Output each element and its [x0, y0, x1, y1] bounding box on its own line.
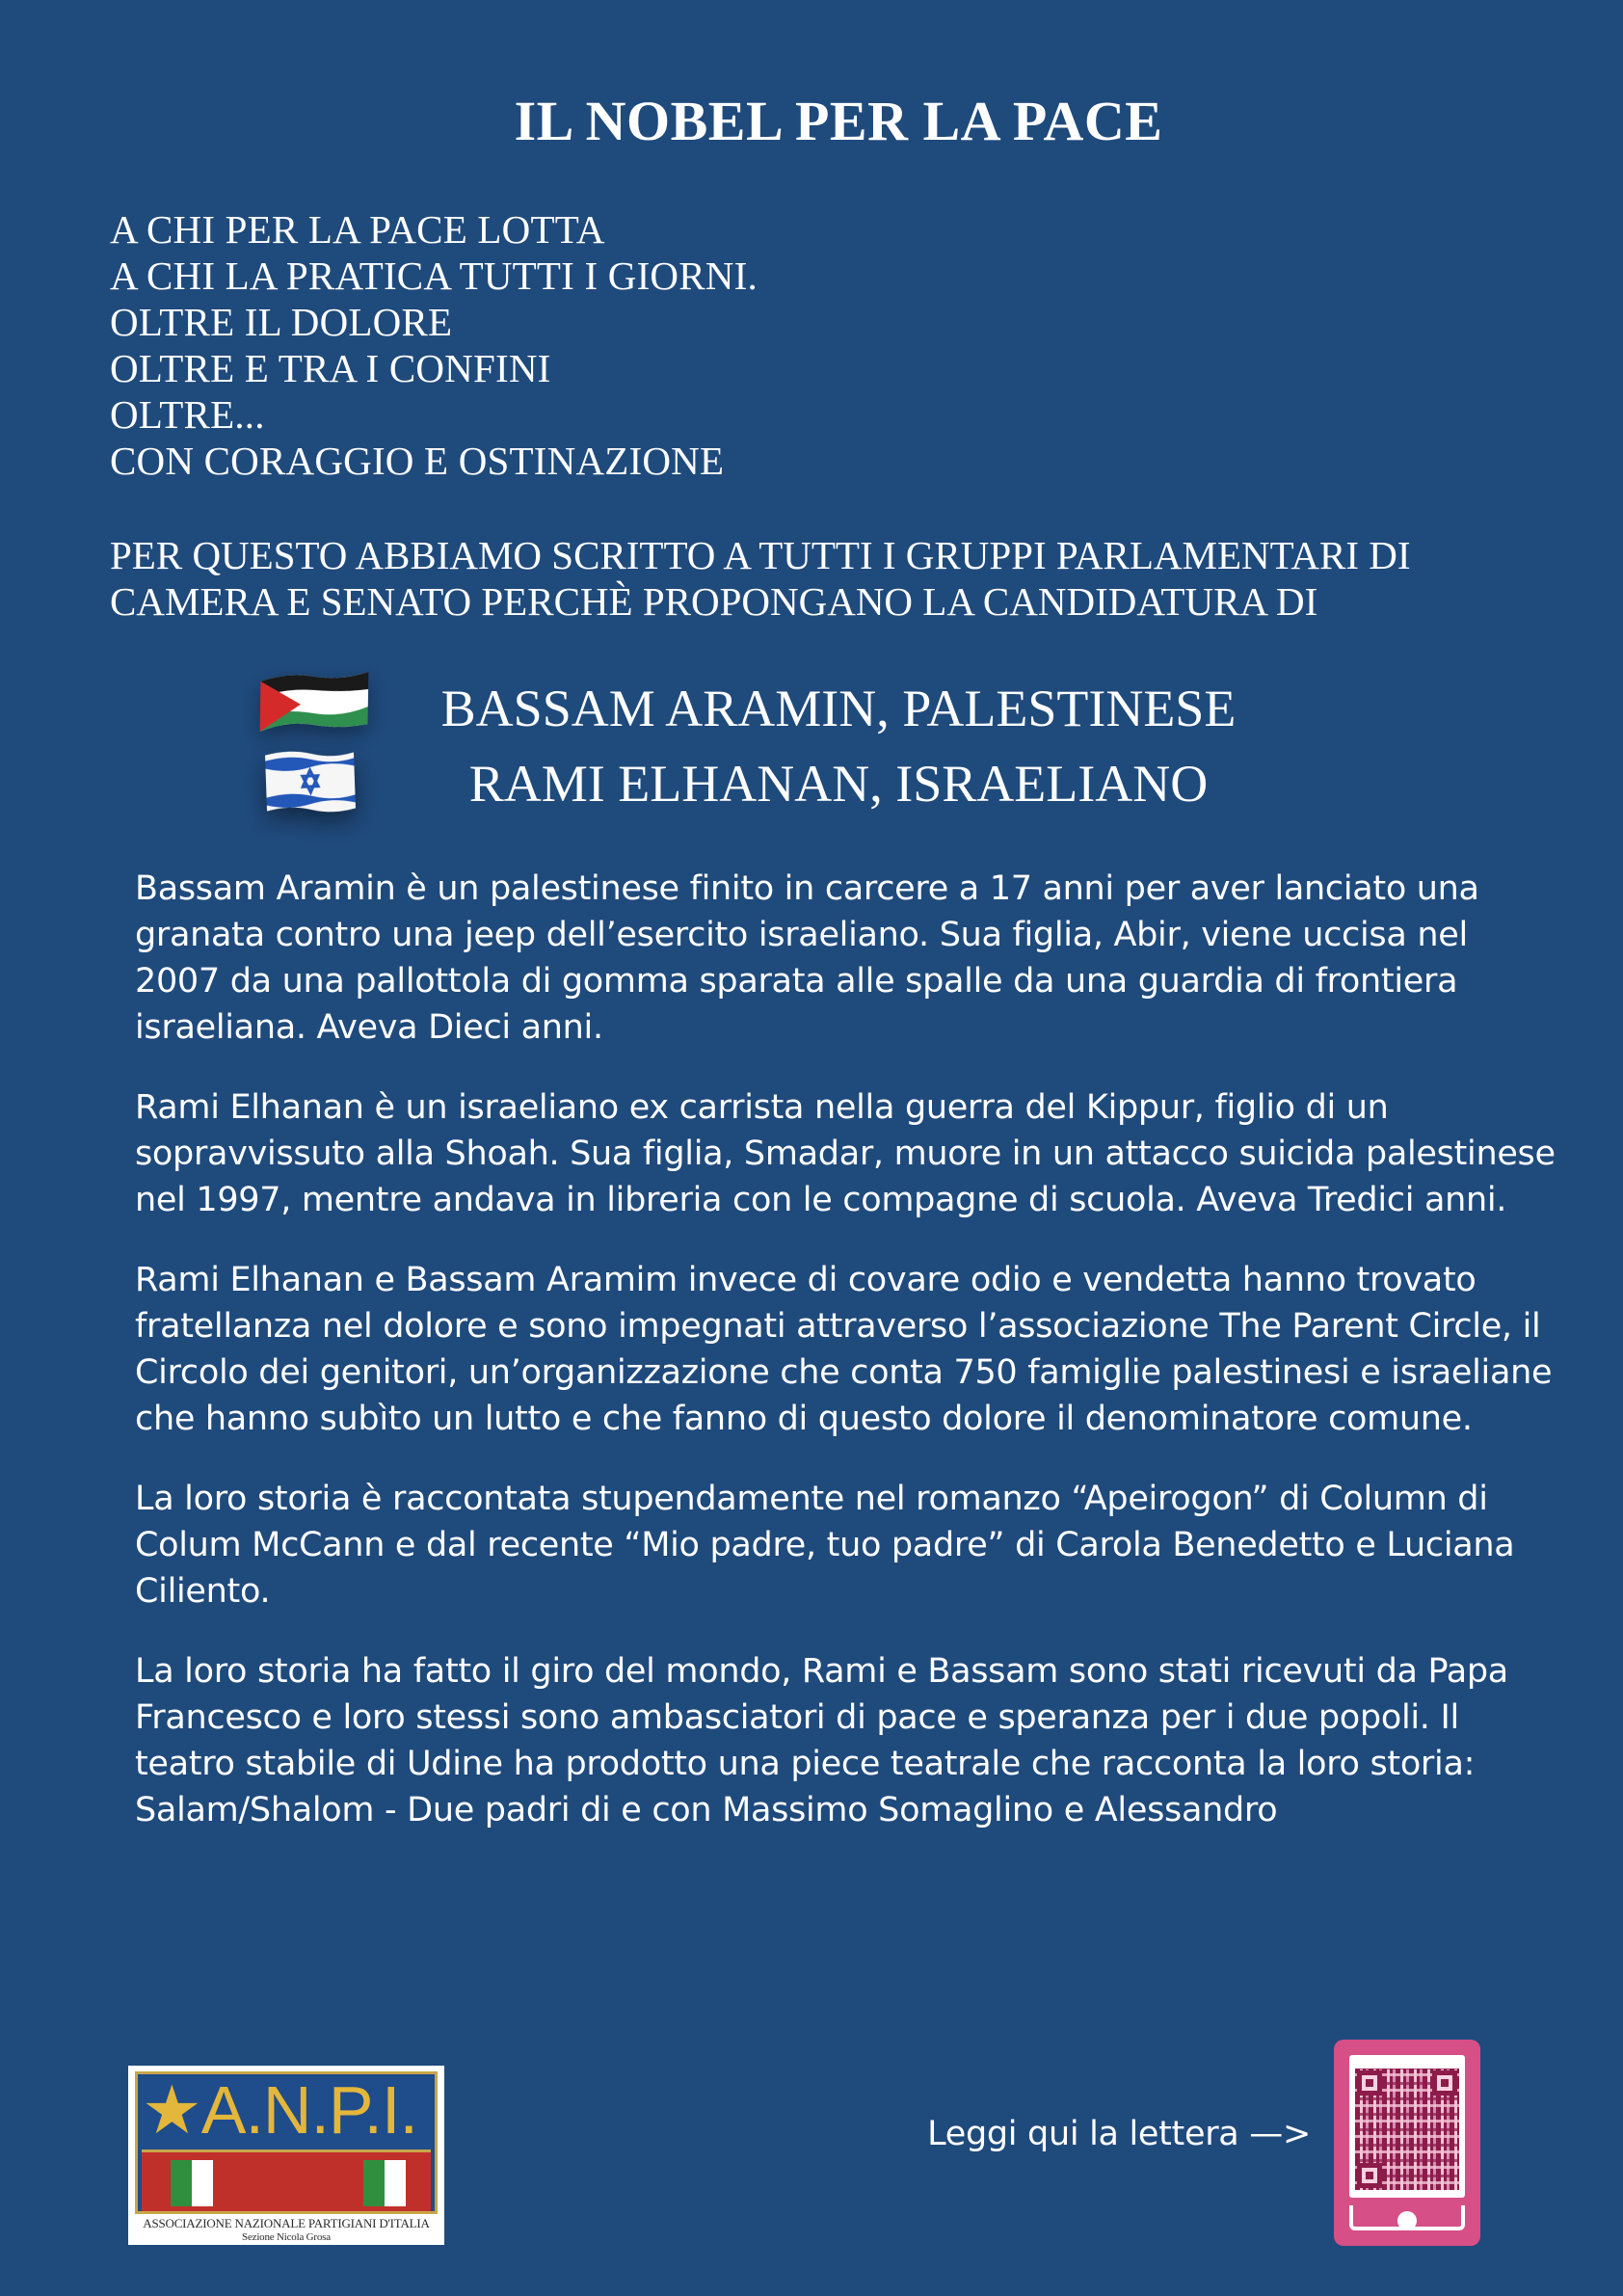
- phone-home-button: [1397, 2211, 1417, 2230]
- candidate-names: [386, 671, 1291, 821]
- stripe-green: [363, 2160, 385, 2206]
- paragraph: Rami Elhanan e Bassam Aramim invece di covare odio e vendetta hanno trovato fratellanza nel dolore e sono impegnati attraverso l’associazione The Parent Circle, il Circolo dei genitori, un’organizzazione che conta 750 famiglie palestinesi e israeliane che hanno subìto un lutto e che fanno di questo dolore il denominatore comune.: [135, 1261, 1553, 1438]
- stripe-white: [385, 2160, 406, 2206]
- qr-code[interactable]: [1355, 2069, 1459, 2190]
- logo-plate: [135, 2071, 438, 2214]
- biography-text: [135, 866, 1561, 1867]
- poem-line: OLTRE...: [110, 392, 265, 437]
- paragraph: Bassam Aramin è un palestinese finito in carcere a 17 anni per aver lanciato una granata contro una jeep dell’esercito israeliano. Sua figlia, Abir, viene uccisa nel 2007 da una pallottola di gomma sparata alle spalle da una guardia di frontiera israeliana. Aveva Dieci anni.: [135, 869, 1479, 1047]
- paragraph: La loro storia è raccontata stupendamente nel romanzo “Apeirogon” di Column di Colum McCann e dal recente “Mio padre, tuo padre” di Carola Benedetto e Luciana Ciliento.: [135, 1480, 1515, 1611]
- poem-line: A CHI LA PRATICA TUTTI I GIORNI.: [110, 254, 758, 298]
- page-title: IL NOBEL PER LA PACE: [514, 90, 1163, 152]
- stripe-white: [192, 2160, 213, 2206]
- stripe-green: [171, 2160, 192, 2206]
- poem: [110, 206, 758, 484]
- poem-line: OLTRE E TRA I CONFINI: [110, 346, 551, 390]
- logo-caption-title: ASSOCIAZIONE NAZIONALE PARTIGIANI D'ITALIA: [143, 2216, 430, 2230]
- logo-caption-section: Sezione Nicola Grosa: [242, 2231, 331, 2243]
- read-letter-link[interactable]: Leggi qui la lettera —>: [927, 2115, 1311, 2153]
- poem-line: OLTRE IL DOLORE: [110, 300, 453, 344]
- anpi-logo: [128, 2066, 444, 2245]
- qr-code-phone-icon[interactable]: [1334, 2040, 1480, 2246]
- poem-line: A CHI PER LA PACE LOTTA: [110, 207, 605, 252]
- phone-screen: [1349, 2055, 1465, 2198]
- logo-text: ★A.N.P.I.: [142, 2072, 417, 2148]
- qr-finder: [1432, 2070, 1457, 2096]
- logo-caption: [128, 2217, 444, 2244]
- qr-finder: [1357, 2163, 1382, 2188]
- palestine-flag-icon: [258, 668, 371, 734]
- qr-finder: [1357, 2070, 1382, 2096]
- appeal-line: CAMERA E SENATO PERCHÈ PROPONGANO LA CANDIDATURA DI: [110, 579, 1318, 624]
- paragraph: Rami Elhanan è un israeliano ex carrista nella guerra del Kippur, figlio di un sopravvissuto alla Shoah. Sua figlia, Smadar, muore in un attacco suicida palestinese nel 1997, mentre andava in libreria con le compagne di scuola. Aveva Tredici anni.: [135, 1088, 1556, 1219]
- appeal-line: PER QUESTO ABBIAMO SCRITTO A TUTTI I GRUPPI PARLAMENTARI DI: [110, 533, 1411, 577]
- poem-line: CON CORAGGIO E OSTINAZIONE: [110, 439, 725, 483]
- logo-band: [142, 2149, 431, 2211]
- paragraph: La loro storia ha fatto il giro del mondo, Rami e Bassam sono stati ricevuti da Papa Francesco e loro stessi sono ambasciatori di pace e speranza per i due popoli. Il teatro stabile di Udine ha prodotto una piece teatrale che racconta la loro storia: Salam/Shalom - Due padri di e con Massimo Somaglino e Alessandro: [135, 1652, 1508, 1829]
- candidate-name: RAMI ELHANAN, ISRAELIANO: [468, 755, 1209, 813]
- candidate-name: BASSAM ARAMIN, PALESTINESE: [440, 680, 1237, 737]
- appeal-text: [110, 532, 1613, 625]
- israel-flag-icon: [261, 746, 359, 816]
